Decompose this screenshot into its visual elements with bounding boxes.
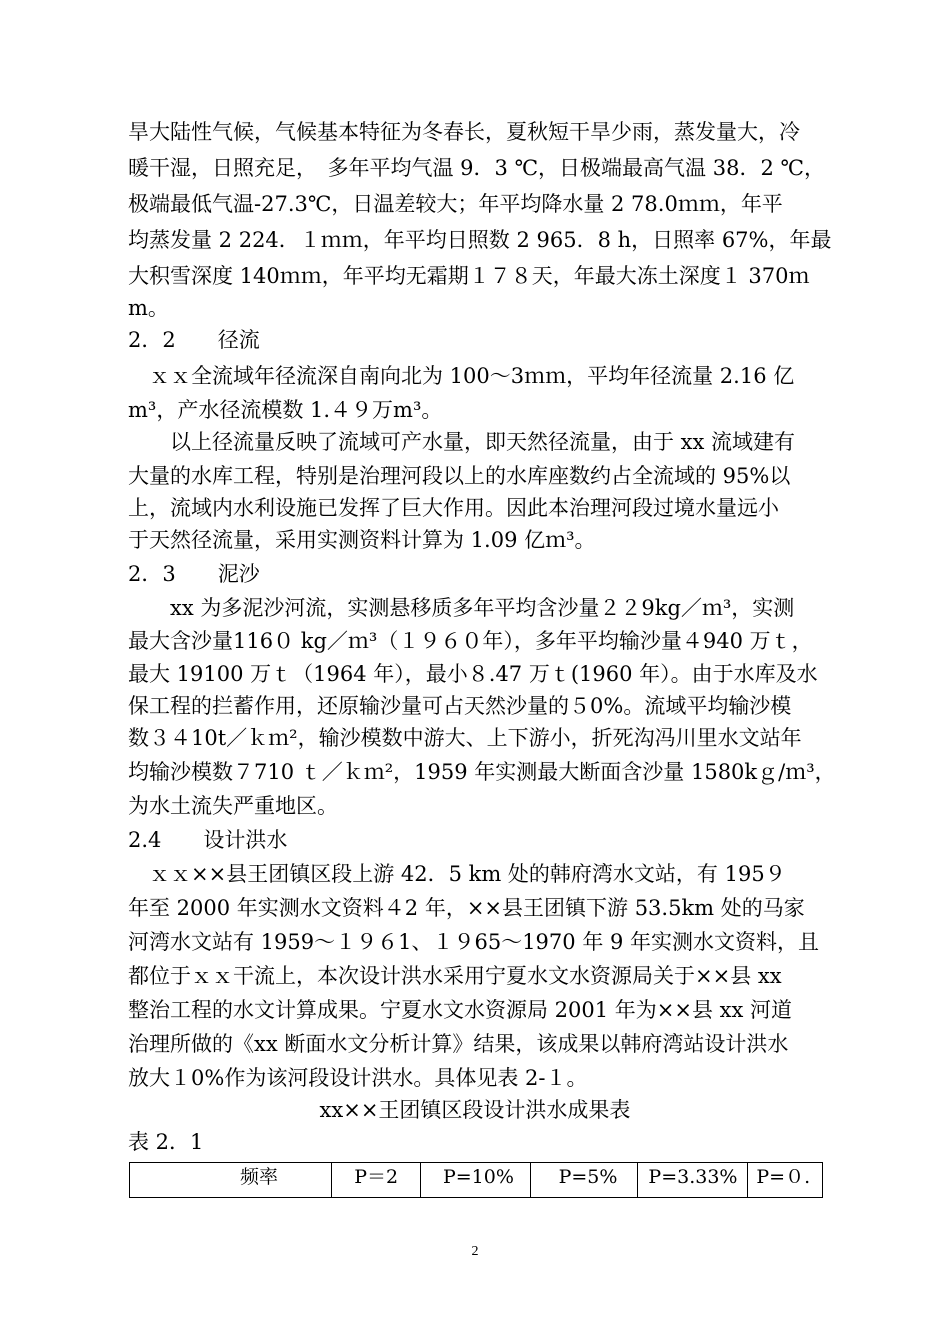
page-number: 2 [471,1244,479,1259]
paragraph-line: 暖干湿，日照充足， 多年平均气温 9．3 ℃，日极端最高气温 38．2 ℃， [128,156,825,180]
paragraph-line: 放大１0%作为该河段设计洪水。具体见表 2-１。 [128,1066,588,1090]
paragraph-line: 都位于ｘｘ干流上，本次设计洪水采用宁夏水文水资源局关于××县 xx [128,964,782,988]
paragraph-line: 治理所做的《xx 断面水文分析计算》结果，该成果以韩府湾站设计洪水 [128,1032,789,1056]
paragraph-line: 最大 19100 万ｔ（1964 年），最小８.47 万ｔ(1960 年）。由于水库及水 [128,662,818,686]
paragraph-line: 年至 2000 年实测水文资料４2 年，××县王团镇下游 53.5km 处的马家 [128,896,805,920]
paragraph-line: ｘｘ××县王团镇区段上游 42．5 km 处的韩府湾水文站，有 195９ [128,862,786,886]
paragraph-line: 数３４10t／ｋｍ²，输沙模数中游大、上下游小，折死沟冯川里水文站年 [128,726,802,750]
design-flood-table [129,1162,823,1198]
paragraph-line: 河湾水文站有 1959～１９６1、１９65～1970 年 9 年实测水文资料，且 [128,930,820,954]
table-caption: xx××王团镇区段设计洪水成果表 [319,1098,631,1122]
section-heading: 2．2 径流 [128,328,260,352]
table-cell: P＝2 [332,1163,421,1198]
paragraph-line: 上，流域内水利设施已发挥了巨大作用。因此本治理河段过境水量远小 [128,496,779,520]
paragraph-line: ｘｘ全流域年径流深自南向北为 100～3ｍｍ，平均年径流量 2.16 亿 [128,364,795,388]
paragraph-line: 整治工程的水文计算成果。宁夏水文水资源局 2001 年为××县 xx 河道 [128,998,793,1022]
paragraph-line: 于天然径流量，采用实测资料计算为 1.09 亿ｍ³。 [128,528,596,552]
paragraph-line: 保工程的拦蓄作用，还原输沙量可占天然沙量的５0%。流域平均输沙模 [128,694,792,718]
paragraph-line: 大积雪深度 140ｍｍ，年平均无霜期１７８天，年最大冻土深度１ 370ｍ [128,264,810,288]
table-cell: P=5% [530,1163,638,1198]
paragraph-line: xx 为多泥沙河流，实测悬移质多年平均含沙量２２9kg／ｍ³，实测 [128,596,795,620]
paragraph-line: 均输沙模数７710 ｔ／ｋｍ²，1959 年实测最大断面含沙量 1580kｇ/ｍ³， [128,760,836,784]
table-label: 表 2．1 [128,1130,204,1154]
table-row [130,1163,823,1198]
paragraph-line: 极端最低气温-27.3℃，日温差较大；年平均降水量 2 78.0ｍｍ，年平 [128,192,783,216]
section-heading: 2.4 设计洪水 [128,828,288,852]
table-cell: P=3.33% [638,1163,748,1198]
paragraph-line: m³，产水径流模数 1.４９万m³。 [128,398,443,422]
table-cell: P=10% [420,1163,530,1198]
table-cell: P=０. [748,1163,823,1198]
paragraph-line: m。 [128,296,169,320]
paragraph-line: 以上径流量反映了流域可产水量，即天然径流量，由于 xx 流域建有 [128,430,796,454]
paragraph-line: 为水土流失严重地区。 [128,794,338,818]
paragraph-line: 最大含沙量116０ kg／ｍ³（１９６０年），多年平均输沙量４940 万ｔ， [128,629,813,653]
paragraph-line: 均蒸发量 2 224．１ｍｍ，年平均日照数 2 965．8 h，日照率 67%，年最 [128,228,832,252]
paragraph-line: 旱大陆性气候，气候基本特征为冬春长，夏秋短干旱少雨，蒸发量大，冷 [128,120,800,144]
table-header-cell: 频率 [130,1163,332,1198]
paragraph-line: 大量的水库工程，特别是治理河段以上的水库座数约占全流域的 95%以 [128,464,791,488]
section-heading: 2．3 泥沙 [128,562,260,586]
